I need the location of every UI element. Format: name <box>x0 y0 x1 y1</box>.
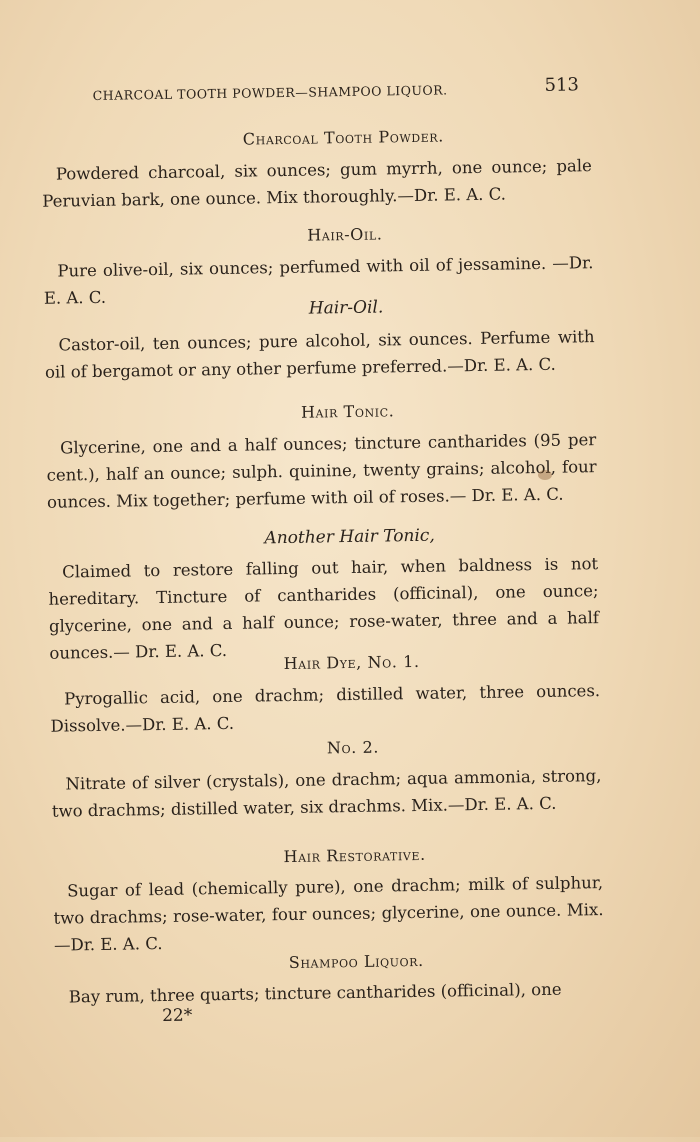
recipe-paragraph <box>53 869 604 959</box>
section-heading: Hair Dye, No. 1. <box>283 651 420 674</box>
recipe-text: Castor-oil, ten ounces; pure alcohol, six ounces. Perfume with oil of bergamot or any other perfume preferred.—Dr. E. A. C. <box>44 327 595 382</box>
page-number: 513 <box>544 74 580 96</box>
section-heading: Hair Tonic. <box>300 401 395 422</box>
signature-mark: 22* <box>161 1005 193 1027</box>
recipe-paragraph <box>44 323 595 386</box>
section-heading: No. 2. <box>326 737 380 758</box>
recipe-text: Pyrogallic acid, one drachm; distilled water, three ounces. Dissolve.—Dr. E. A. C. <box>50 681 601 736</box>
recipe-text: Powdered charcoal, six ounces; gum myrrh, one ounce; pale Peruvian bark, one ounce. Mix thoroughly.—Dr. E. A. C. <box>42 156 592 211</box>
section-heading: Hair-Oil. <box>308 297 384 319</box>
section-heading: Charcoal Tooth Powder. <box>242 126 445 149</box>
recipe-paragraph <box>50 677 601 740</box>
recipe-paragraph <box>51 762 602 825</box>
running-header: CHARCOAL TOOTH POWDER—SHAMPOO LIQUOR. <box>92 82 448 103</box>
section-heading: Another Hair Tonic, <box>264 525 435 549</box>
recipe-text: Nitrate of silver (crystals), one drachm; aqua ammonia, strong, two drachms; distilled water, six drachms. Mix.—Dr. E. A. C. <box>51 766 602 821</box>
recipe-paragraph <box>55 975 605 1011</box>
section-heading: Hair-Oil. <box>307 224 383 245</box>
recipe-text: Sugar of lead (chemically pure), one drachm; milk of sulphur, two drachms; rose-water, four ounces; glycerine, one ounce. Mix.—Dr. E. A. C. <box>53 873 604 955</box>
recipe-text: Claimed to restore falling out hair, when baldness is not hereditary. Tincture of cantharides (officinal), one ounce; glycerine, one and a half ounce; rose-water, three and a half ounces.— Dr. E. A. C. <box>48 554 600 663</box>
ink-smudge <box>538 470 552 480</box>
recipe-paragraph <box>42 152 593 215</box>
recipe-text: Pure olive-oil, six ounces; perfumed with oil of jessamine. —Dr. E. A. C. <box>43 253 594 308</box>
section-heading: Shampoo Liquor. <box>288 950 424 973</box>
recipe-text: Glycerine, one and a half ounces; tincture cantharides (95 per cent.), half an ounce; sulph. quinine, twenty grains; alcohol, four ounces. Mix together; perfume with oil of roses.— Dr. E. A. C. <box>46 430 597 512</box>
recipe-paragraph <box>46 426 597 516</box>
section-heading: Hair Restorative. <box>283 844 426 867</box>
recipe-paragraph <box>48 550 600 667</box>
recipe-text: Bay rum, three quarts; tincture cantharides (officinal), one <box>68 979 562 1007</box>
